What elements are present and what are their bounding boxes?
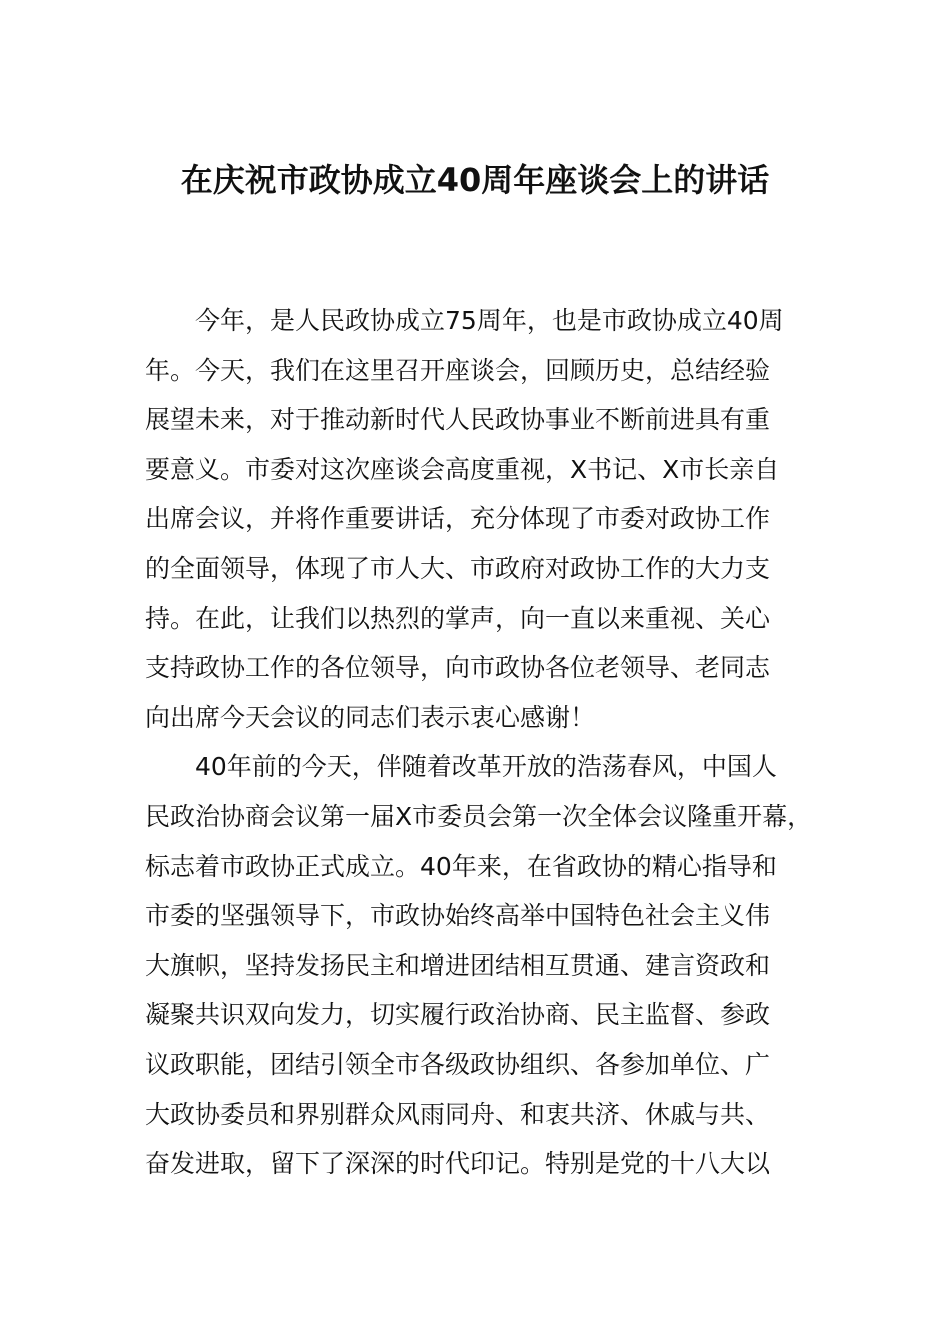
paragraph-line: 凝聚共识双向发力，切实履行政治协商、民主监督、参政 <box>145 1000 771 1030</box>
paragraph-line: 今年，是人民政协成立75周年，也是市政协成立40周 <box>195 306 784 335</box>
paragraph-line: 支持政协工作的各位领导，向市政协各位老领导、老同志 <box>145 653 771 683</box>
paragraph-line: 展望未来，对于推动新时代人民政协事业不断前进具有重 <box>145 405 771 435</box>
paragraph-1 <box>145 296 810 742</box>
paragraph-line: 持。在此，让我们以热烈的掌声，向一直以来重视、关心 <box>145 603 771 633</box>
paragraph-line: 市委的坚强领导下，市政协始终高举中国特色社会主义伟 <box>145 901 771 931</box>
paragraph-line: 大旗帜，坚持发扬民主和增进团结相互贯通、建言资政和 <box>145 950 771 980</box>
paragraph-2 <box>145 742 813 1188</box>
paragraph-line: 大政协委员和界别群众风雨同舟、和衷共济、休戚与共、 <box>145 1099 771 1129</box>
paragraph-line: 议政职能，团结引领全市各级政协组织、各参加单位、广 <box>145 1049 771 1079</box>
paragraph-line: 要意义。市委对这次座谈会高度重视，X书记、X市长亲自 <box>145 454 780 484</box>
document-body <box>145 296 813 1189</box>
paragraph-line: 向出席今天会议的同志们表示衷心感谢！ <box>145 702 596 732</box>
paragraph-line: 40年前的今天，伴随着改革开放的浩荡春风，中国人 <box>195 752 777 782</box>
document-title: 在庆祝市政协成立40周年座谈会上的讲话 <box>180 161 770 199</box>
paragraph-line: 标志着市政协正式成立。40年来，在省政协的精心指导和 <box>145 851 777 881</box>
paragraph-line: 民政治协商会议第一届X市委员会第一次全体会议隆重开幕， <box>145 801 813 831</box>
paragraph-line: 年。今天，我们在这里召开座谈会，回顾历史，总结经验 <box>145 355 771 385</box>
paragraph-line: 奋发进取，留下了深深的时代印记。特别是党的十八大以 <box>145 1149 771 1179</box>
paragraph-line: 的全面领导，体现了市人大、市政府对政协工作的大力支 <box>145 553 771 583</box>
paragraph-line: 出席会议，并将作重要讲话，充分体现了市委对政协工作 <box>145 504 771 534</box>
